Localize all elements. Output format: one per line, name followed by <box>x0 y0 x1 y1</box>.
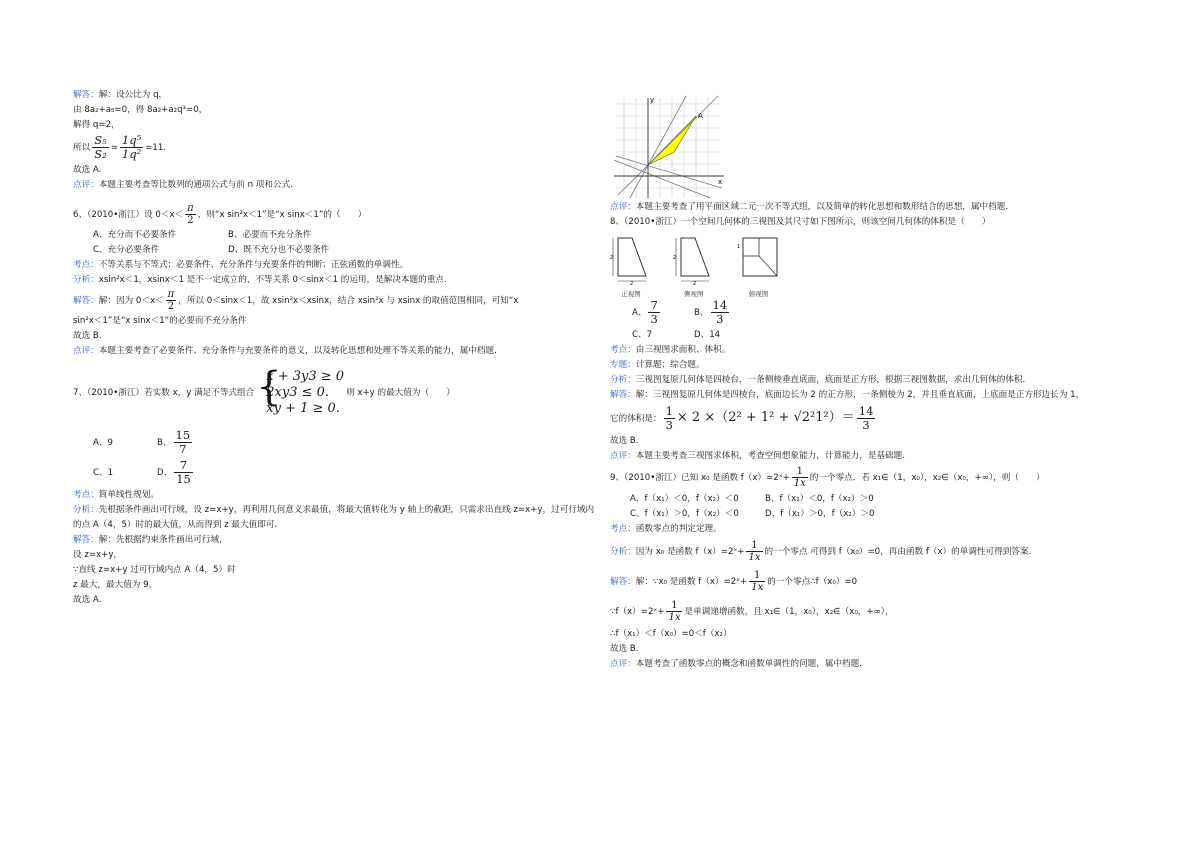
top-view <box>735 234 781 298</box>
text: 不等关系与不等式；必要条件、充分条件与充要条件的判断；正弦函数的单调性。 <box>98 260 409 270</box>
q9-options-row1 <box>630 492 1138 507</box>
text: 函数零点的判定定理。 <box>635 524 722 534</box>
text: 的一个零点．若 x₁∈（1，x₀），x₂∈（x₀，+∞），则（ ） <box>809 473 1045 483</box>
option-a: A、充分而不必要条件 <box>93 230 177 240</box>
text: 6、（2010•浙江）设 0＜x＜ <box>73 210 184 220</box>
denominator: 2 <box>185 214 196 226</box>
q9-answer <box>610 567 1138 597</box>
label-comment: 点评： <box>610 202 636 212</box>
formula-line <box>73 133 598 163</box>
numerator: 14 <box>712 298 728 312</box>
q6-analysis <box>73 273 598 288</box>
q9-stem <box>610 464 1138 492</box>
front-view-caption: 正视图 <box>621 290 641 298</box>
numerator: 7 <box>650 298 658 312</box>
numerator: 1 <box>665 404 673 418</box>
fraction-7-15 <box>174 459 193 486</box>
q6-options-row2 <box>93 243 598 258</box>
text: 先根据条件画出可行域，设 z=x+y，再利用几何意义求最值，将最大值转化为 y 轴上的截距，只需求出直线 z=x+y，过可行域内的点 A（4，5）时的最大值，从而得到 z 最大值即可. <box>73 505 595 530</box>
q8-kaodian <box>610 343 1138 358</box>
text: 它的体积是： <box>610 414 662 424</box>
q7-analysis <box>73 503 598 533</box>
fraction-pi-2 <box>185 203 196 226</box>
text-line: 由 8a₂+a₅=0，得 8a₂+a₂q³=0， <box>73 105 208 115</box>
point-a-label: A <box>698 112 703 120</box>
numerator: 1 <box>754 570 761 581</box>
text: ，则“x sin²x＜1”是“x sinx＜1”的（ ） <box>197 210 367 220</box>
label-comment: 点评： <box>610 659 636 669</box>
q5-answer-line <box>73 88 598 103</box>
label-comment: 点评： <box>610 451 636 461</box>
side-view <box>673 234 715 298</box>
side-view-drawing <box>673 234 715 286</box>
brace: { <box>256 363 282 410</box>
fraction-pi-2 <box>166 289 177 312</box>
fraction-1-1x <box>792 466 808 489</box>
label-analysis: 分析： <box>610 547 636 557</box>
fraction-7-3 <box>648 299 659 326</box>
q8-options-row2 <box>632 328 1138 343</box>
label-kaodian: 考点： <box>73 490 99 500</box>
fraction-1-1x <box>666 600 682 623</box>
q6-kaodian <box>73 258 598 273</box>
right-column <box>610 94 1138 672</box>
fraction-s5-s2 <box>92 134 109 161</box>
side-view-caption: 侧视图 <box>683 290 704 298</box>
q7-comment <box>610 200 1138 215</box>
denominator: 3 <box>711 312 730 326</box>
q9-kaodian <box>610 522 1138 537</box>
text: 简单线性规划。 <box>98 490 159 500</box>
x-axis-label: x <box>718 178 723 186</box>
text: 则 x+y 的最大值为（ ） <box>346 388 455 398</box>
numerator: π <box>187 203 194 214</box>
text: 计算题；综合题。 <box>635 360 705 370</box>
volume-expression: × 2 ×（2² + 1² + √2²1²）＝ <box>676 410 855 425</box>
label-kaodian: 考点： <box>610 345 636 355</box>
denominator: 2 <box>166 300 177 312</box>
denominator: 3 <box>857 418 876 432</box>
text-line: 故选 A. <box>73 595 102 605</box>
q8-answer <box>610 388 1138 403</box>
q8-options-row1 <box>632 298 1138 328</box>
q7-kaodian <box>73 488 598 503</box>
q6-answer <box>73 288 598 314</box>
fraction-q <box>120 134 143 161</box>
text: 的一个零点 可得到 f（x₀）=0，再由函数 f（x）的单调性可得到答案. <box>764 547 1032 557</box>
q8-volume-formula <box>610 403 1138 434</box>
text: ，所以 0＜sinx＜1，故 xsin²x＜xsinx，结合 xsin²x 与 xsinx 的取值范围相同，可知“x <box>178 296 519 306</box>
dim-label: 1 <box>737 244 741 250</box>
numerator: 1q⁵ <box>121 133 142 147</box>
label-comment: 点评： <box>73 346 99 356</box>
top-view-drawing <box>735 234 781 286</box>
option-c: C、f（x₁）＞0，f（x₂）＜0 <box>630 509 739 519</box>
fraction-1-3 <box>664 405 675 432</box>
inequality-1: x + 3y3 ≥ 0 <box>266 368 345 384</box>
text-line: ∵直线 z=x+y 过可行域内点 A（4，5）时 <box>73 565 236 575</box>
fraction-15-7 <box>174 429 193 456</box>
label-answer: 解答： <box>610 577 636 587</box>
label-analysis: 分析： <box>73 275 99 285</box>
text: 因为 x₀ 是函数 f（x）=2ˣ+ <box>635 547 745 557</box>
numerator: 14 <box>858 404 874 418</box>
text: 所以 <box>73 143 91 153</box>
numerator: 15 <box>175 428 191 442</box>
option-d: D、f（x₁）＞0，f（x₂）＞0 <box>765 509 875 519</box>
option-d: D、既不充分也不必要条件 <box>228 245 330 255</box>
text: ∵f（x）=2ˣ+ <box>610 607 665 617</box>
y-axis-label: y <box>650 96 655 104</box>
denominator: 1q² <box>121 147 142 161</box>
label-analysis: 分析： <box>610 375 636 385</box>
q7-options-row1 <box>93 428 598 458</box>
option-b: B、必要而不充分条件 <box>228 230 312 240</box>
option-b-label: B、 <box>157 438 172 448</box>
top-view-caption: 俯视图 <box>748 290 769 298</box>
text-line: 故选 B. <box>610 436 639 446</box>
label-topic: 专题： <box>610 360 636 370</box>
feasible-region-graph <box>610 94 730 200</box>
left-column <box>73 88 598 608</box>
text: 本题考查了函数零点的概念和函数单调性的问题，属中档题. <box>635 659 862 669</box>
text: 7、（2010•浙江）若实数 x，y 满足不等式组合 <box>73 388 255 398</box>
option-d: D、14 <box>694 330 721 340</box>
denominator: 1x <box>748 552 761 563</box>
q8-stem: 8、（2010•浙江）一个空间几何体的三视图及其尺寸如下图所示，则该空间几何体的体积是（ ） <box>610 217 991 227</box>
denominator: 15 <box>176 472 191 486</box>
denominator: 1x <box>751 582 764 593</box>
dim-label: 2 <box>610 255 614 261</box>
numerator: 1 <box>751 540 758 551</box>
q6-options-row1 <box>93 228 598 243</box>
q8-topic <box>610 358 1138 373</box>
three-views <box>610 234 1138 296</box>
q7-stem <box>73 363 598 418</box>
option-b-label: B、 <box>694 308 709 318</box>
text: 9、（2010•浙江）已知 x₀ 是函数 f（x）=2ˣ+ <box>610 473 790 483</box>
fraction-14-3 <box>857 405 876 432</box>
denominator: 1x <box>793 478 806 489</box>
q6-comment <box>73 344 598 359</box>
text: 由三视图求面积、体积。 <box>635 345 731 355</box>
label-answer: 解答： <box>73 90 99 100</box>
option-a: A、9 <box>93 438 113 448</box>
fraction-1-1x <box>746 540 762 563</box>
inequality-3: xy + 1 ≥ 0. <box>266 400 340 416</box>
text: 解：∵x₀ 是函数 f（x）=2ˣ+ <box>635 577 748 587</box>
q9-options-row2 <box>630 507 1138 522</box>
option-a: A、f（x₁）＜0，f（x₂）＜0 <box>630 494 739 504</box>
text: 是单调递增函数，且 x₁∈（1，x₀），x₂∈（x₀，+∞）， <box>684 607 894 617</box>
label-kaodian: 考点： <box>73 260 99 270</box>
text-line: 故选 B. <box>73 331 102 341</box>
text: 本题主要考查三视图求体积，考查空间想象能力，计算能力，是基础题. <box>635 451 905 461</box>
text: 解：因为 0＜x＜ <box>98 296 164 306</box>
inequality-2: 2xy3 ≤ 0. <box>266 384 330 400</box>
label-answer: 解答： <box>610 390 636 400</box>
text: 本题主要考查了用平面区域二元一次不等式组，以及简单的转化思想和数形结合的思想，属中档题. <box>635 202 1009 212</box>
text: =11. <box>145 143 167 153</box>
q8-analysis <box>610 373 1138 388</box>
text: xsin²x＜1，xsinx＜1 是不一定成立的，不等关系 0＜sinx＜1 的运用，是解决本题的重点. <box>98 275 447 285</box>
option-a-label: A、 <box>632 308 647 318</box>
denominator: 3 <box>650 312 658 326</box>
q7-options-row2 <box>93 458 598 488</box>
front-view <box>610 234 652 298</box>
text-line: z 最大，最大值为 9， <box>73 580 158 590</box>
option-c: C、1 <box>93 468 114 478</box>
denominator: 1x <box>668 612 681 623</box>
option-b: B、f（x₁）＜0，f（x₂）＞0 <box>765 494 874 504</box>
text: 解：先根据约束条件画出可行域， <box>98 535 228 545</box>
option-d-label: D、 <box>157 468 173 478</box>
text: = <box>110 143 118 153</box>
q8-comment <box>610 449 1138 464</box>
q9-comment <box>610 657 1138 672</box>
label-comment: 点评： <box>73 180 99 190</box>
text: 本题主要考查等比数列的通项公式与前 n 项和公式. <box>98 180 293 190</box>
text-line: 设 z=x+y， <box>73 550 123 560</box>
text: 解：设公比为 q， <box>98 90 168 100</box>
text-line: 解得 q=2， <box>73 120 120 130</box>
label-answer: 解答： <box>73 296 99 306</box>
denominator: S₂ <box>94 147 107 161</box>
text: 的一个零点∴f（x₀）=0 <box>767 577 858 587</box>
numerator: 1 <box>796 466 803 477</box>
text-line: sin²x＜1”是“x sinx＜1”的必要而不充分条件 <box>73 316 247 326</box>
option-c: C、充分必要条件 <box>93 245 160 255</box>
label-answer: 解答： <box>73 535 99 545</box>
numerator: π <box>167 289 175 300</box>
fraction-14-3 <box>711 299 730 326</box>
dim-label: 2 <box>692 281 696 286</box>
q9-answer-line2 <box>610 597 1138 627</box>
denominator: 7 <box>174 442 193 456</box>
q6-stem <box>73 202 598 228</box>
option-c: C、7 <box>632 330 653 340</box>
dim-label: 2 <box>630 281 634 286</box>
numerator: 1 <box>671 600 678 611</box>
label-kaodian: 考点： <box>610 524 636 534</box>
text-line: ∴f（x₁）＜f（x₀）=0＜f（x₂） <box>610 629 732 639</box>
inequality-system <box>256 363 345 417</box>
label-analysis: 分析： <box>73 505 99 515</box>
denominator: 3 <box>665 418 673 432</box>
numerator: S₅ <box>94 133 107 147</box>
q7-answer <box>73 533 598 548</box>
q9-analysis <box>610 537 1138 567</box>
text: 三视图复原几何体是四棱台，一条侧棱垂直底面，底面是正方形，根据三视图数据，求出几何体的体积. <box>635 375 1026 385</box>
fraction-1-1x <box>749 570 765 593</box>
numerator: 7 <box>179 458 188 472</box>
text: 解：三视图复原几何体是四棱台，底面边长为 2 的正方形，一条侧棱为 2，并且垂直底面，上底面是正方形边长为 1， <box>635 390 1085 400</box>
text-line: 故选 B. <box>610 644 639 654</box>
text: 本题主要考查了必要条件、充分条件与充要条件的意义，以及转化思想和处理不等关系的能力，属中档题. <box>98 346 497 356</box>
comment-line <box>73 178 598 193</box>
dim-label: 2 <box>672 255 676 261</box>
front-view-drawing <box>610 234 652 286</box>
text-line: 故选 A. <box>73 165 102 175</box>
